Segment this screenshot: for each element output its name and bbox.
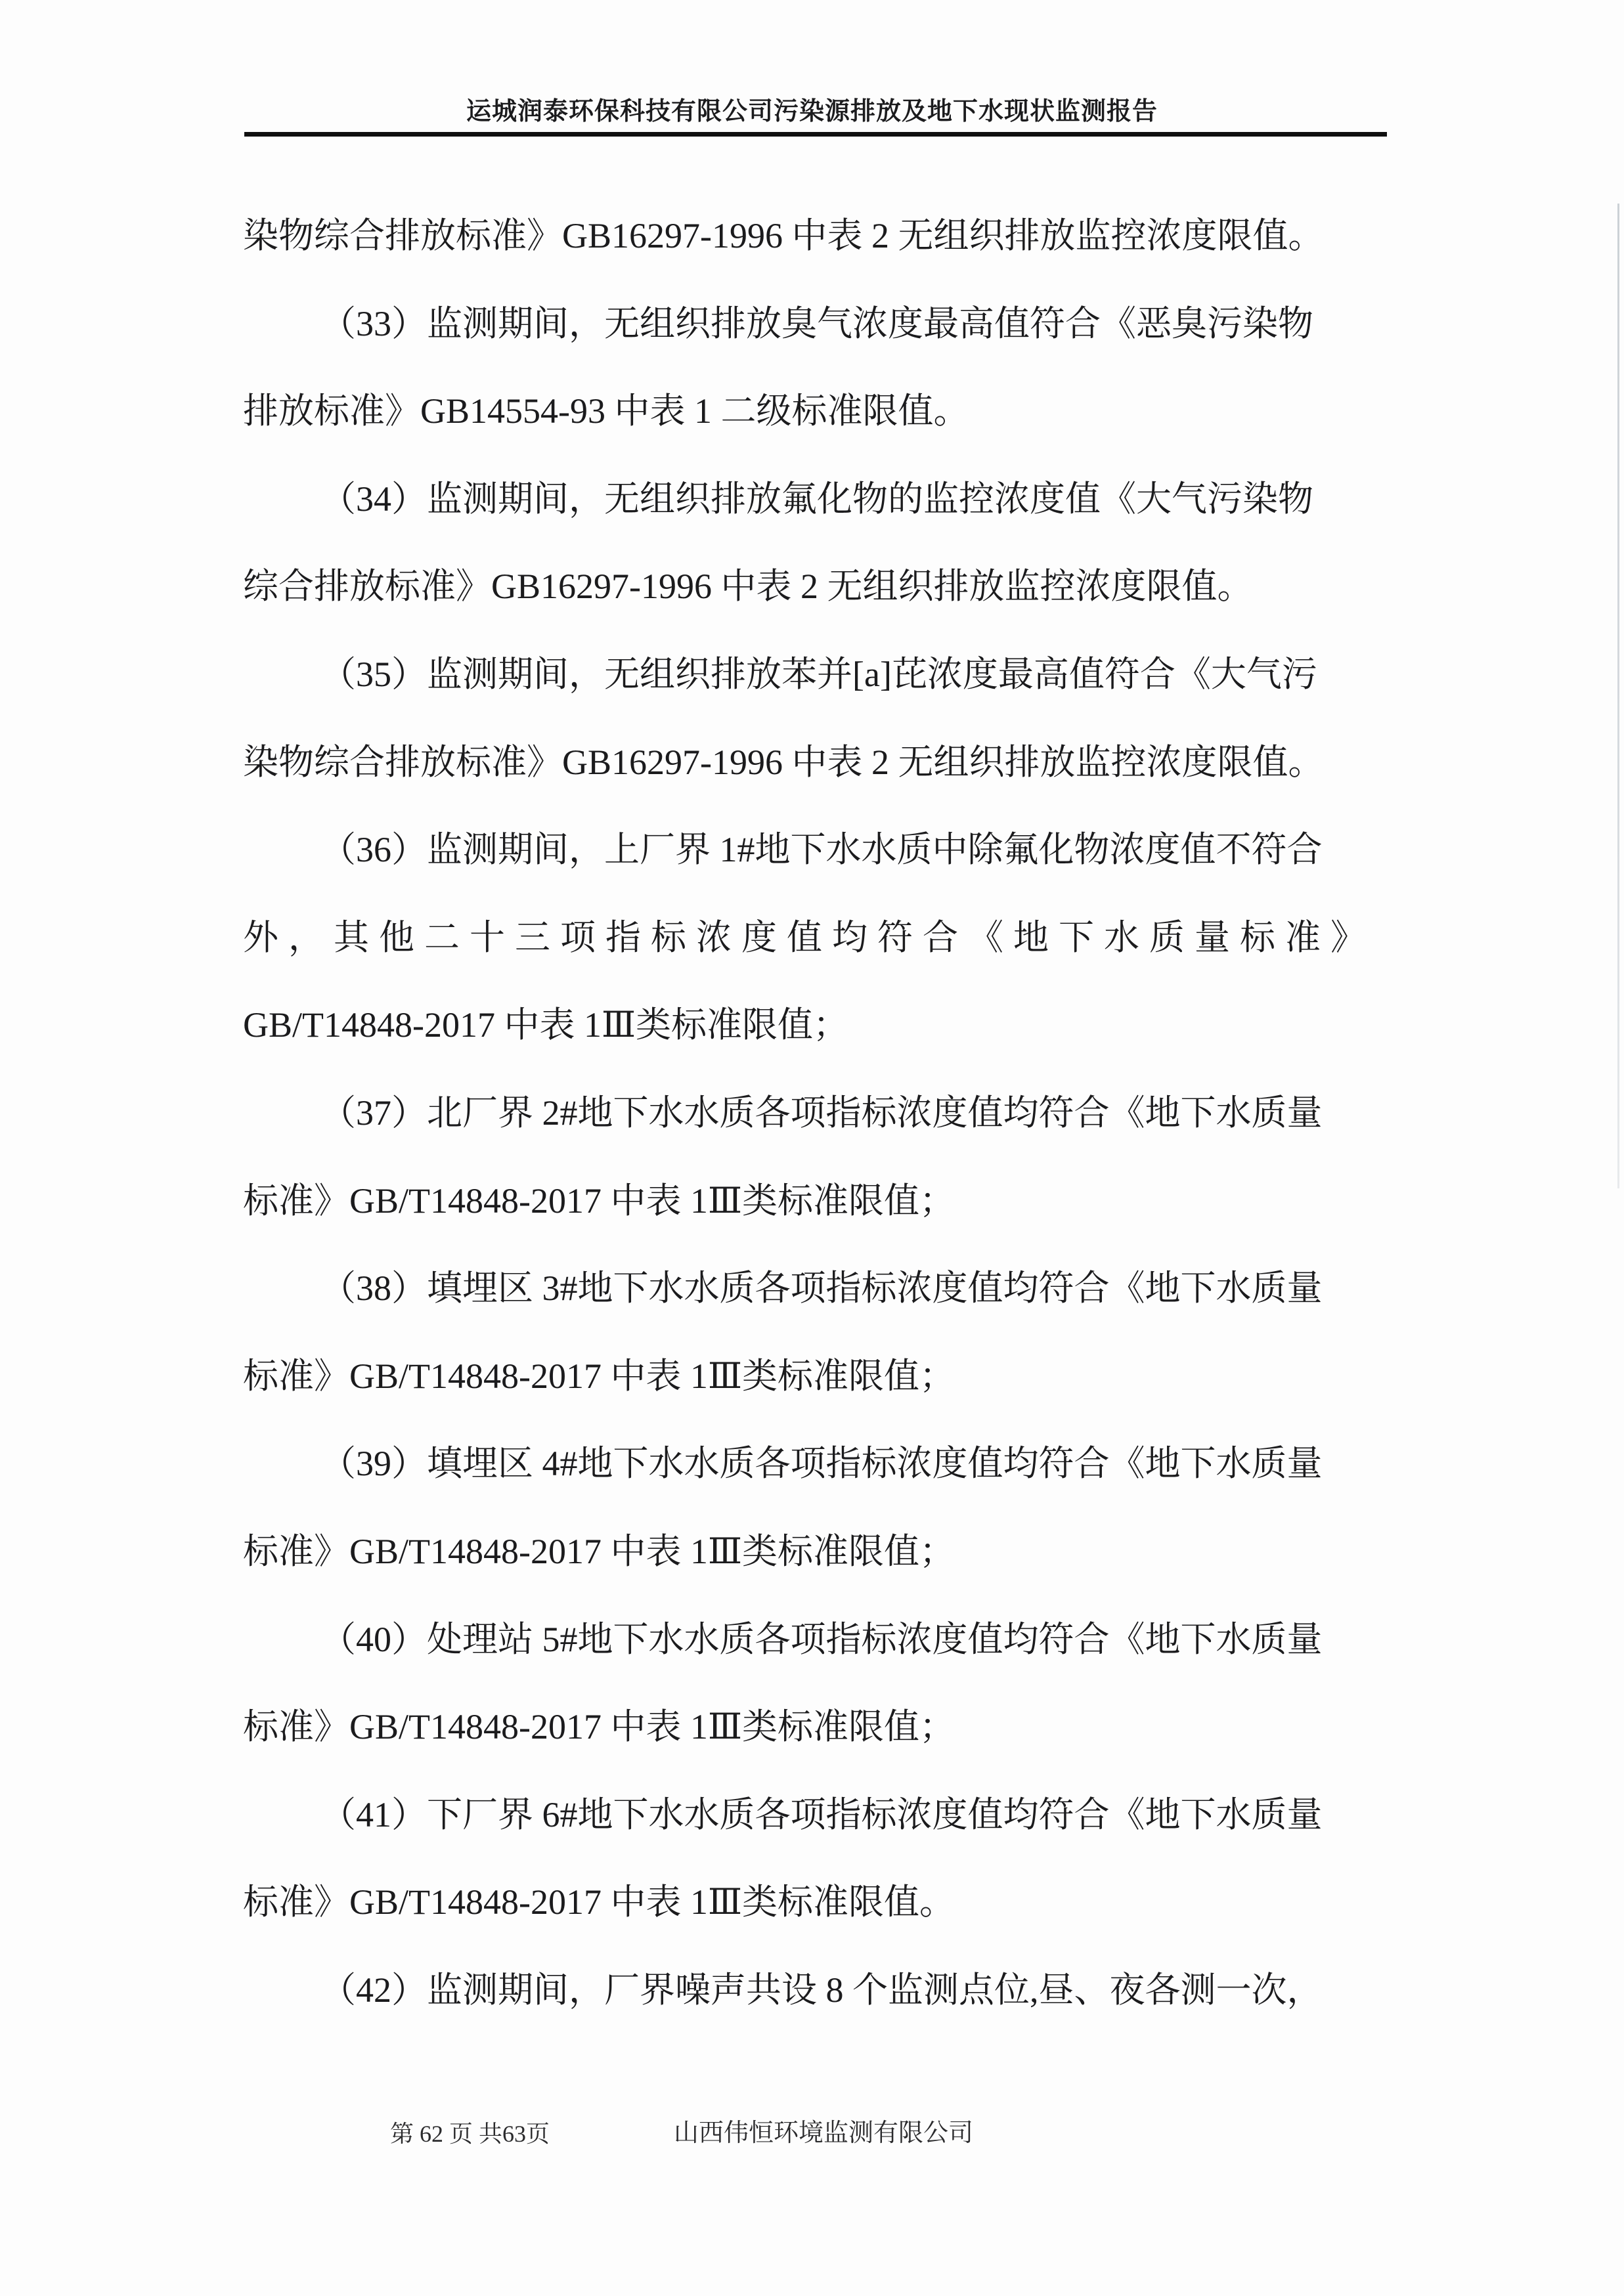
text-line: 标准》GB/T14848-2017 中表 1Ⅲ类标准限值； — [243, 1356, 955, 1396]
text-line: （39）填埋区 4#地下水水质各项指标浓度值均符合《地下水质量 — [320, 1444, 1323, 1484]
text-line: （38）填埋区 3#地下水水质各项指标浓度值均符合《地下水质量 — [320, 1268, 1323, 1309]
header-rule — [244, 132, 1387, 137]
page-header-title: 运城润泰环保科技有限公司污染源排放及地下水现状监测报告 — [466, 98, 1158, 125]
text-line: （41）下厂界 6#地下水水质各项指标浓度值均符合《地下水质量 — [320, 1794, 1323, 1834]
text-line: 标准》GB/T14848-2017 中表 1Ⅲ类标准限值； — [243, 1531, 955, 1571]
footer-company-name: 山西伟恒环境监测有限公司 — [674, 2119, 974, 2147]
text-line: （40）处理站 5#地下水水质各项指标浓度值均符合《地下水质量 — [320, 1619, 1323, 1659]
footer-page-number: 第 62 页 共63页 — [390, 2121, 550, 2147]
text-line: 综合排放标准》GB16297-1996 中表 2 无组织排放监控浓度限值。 — [243, 567, 1253, 607]
text-line: 标准》GB/T14848-2017 中表 1Ⅲ类标准限值； — [243, 1180, 955, 1221]
text-line: 标准》GB/T14848-2017 中表 1Ⅲ类标准限值； — [243, 1707, 955, 1747]
text-line: 染物综合排放标准》GB16297-1996 中表 2 无组织排放监控浓度限值。 — [243, 216, 1324, 255]
text-line: 排放标准》GB14554-93 中表 1 二级标准限值。 — [243, 391, 969, 431]
text-line: （34）监测期间，无组织排放氟化物的监控浓度值《大气污染物 — [320, 479, 1313, 519]
text-line: 染物综合排放标准》GB16297-1996 中表 2 无组织排放监控浓度限值。 — [243, 742, 1324, 782]
text-line: （33）监测期间，无组织排放臭气浓度最高值符合《恶臭污染物 — [320, 303, 1313, 343]
text-line: （36）监测期间，上厂界 1#地下水水质中除氟化物浓度值不符合 — [320, 830, 1323, 870]
text-line: （42）监测期间，厂界噪声共设 8 个监测点位,昼、夜各测一次， — [320, 1970, 1323, 2010]
text-line: （37）北厂界 2#地下水水质各项指标浓度值均符合《地下水质量 — [320, 1093, 1323, 1133]
text-line: GB/T14848-2017 中表 1Ⅲ类标准限值； — [243, 1005, 849, 1045]
scan-artifact-line — [1617, 204, 1619, 1188]
text-line: （35）监测期间，无组织排放苯并[a]芘浓度最高值符合《大气污 — [320, 654, 1317, 694]
text-line: 外，其他二十三项指标浓度值均符合《地下水质量标准》 — [243, 917, 1376, 957]
body-text — [243, 192, 1382, 2034]
text-line: 标准》GB/T14848-2017 中表 1Ⅲ类标准限值。 — [243, 1882, 955, 1922]
